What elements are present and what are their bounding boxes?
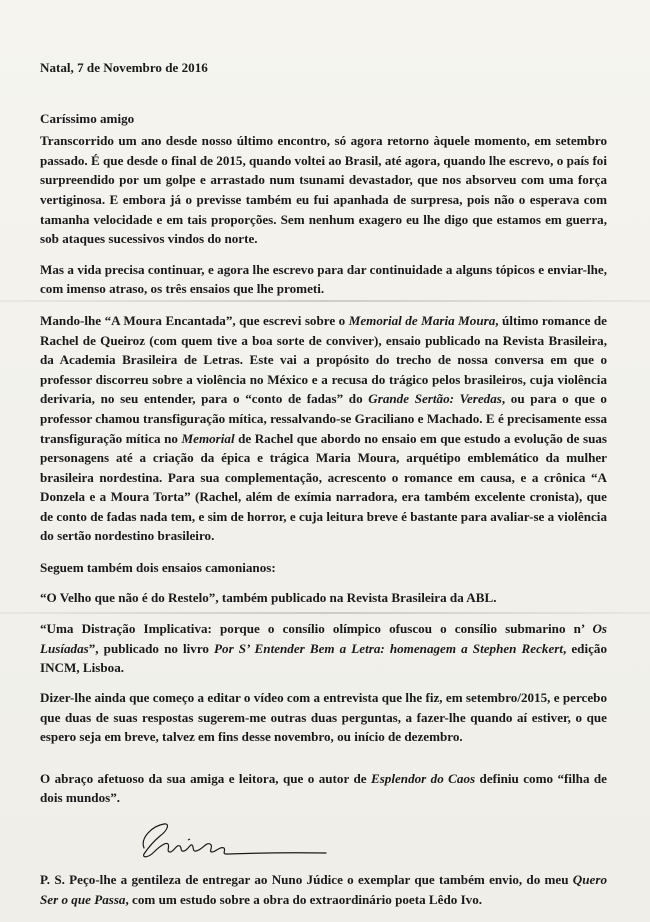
postscript bbox=[40, 870, 607, 909]
paragraph-5: “O Velho que não é do Restelo”, também publicado na Revista Brasileira da ABL. bbox=[40, 589, 497, 605]
book-title: Quero Ser o que Passa bbox=[40, 872, 607, 907]
paragraph-6-text: , edição INCM, Lisboa. bbox=[40, 640, 608, 676]
paragraph-1: Transcorrido um ano desde nosso último encontro, só agora retorno àquele momento, em setembro passado. É que desde o final de 2015, quando voltei ao Brasil, até agora, quando lhe escrevo, o país foi surpreendido por um golpe e arrastado num tsunami devastador, que nos absorveu com uma força vertiginosa. E embora já o previsse também eu fui apanhada de surpresa, pois não o esperava com tamanha velocidade e em tais proporções. Sem nenhum exagero eu lhe digo que estamos em guerra, sob ataques sucessivos vindos do norte. bbox=[40, 133, 607, 247]
closing-line bbox=[40, 769, 607, 808]
paragraph-3-text: de Rachel que abordo no ensaio em que estudo a evolução de suas personagens até a criação da épica e trágica Maria Moura, arquétipo emblemático da mulher brasileira nordestina. Para sua complementação, acrescento o romance em causa, e a crônica “A Donzela e a Moura Torta” (Rachel, além de exímia narradora, era também excelente cronista), que de conto de fadas nada tem, e sim de horror, e cuja leitura breve é bastante para avaliar-se a violência do sertão nordestino brasileiro. bbox=[40, 430, 607, 544]
paragraph-2: Mas a vida precisa continuar, e agora lhe escrevo para dar continuidade a alguns tópicos e enviar-lhe, com imenso atraso, os três ensaios que lhe prometi. bbox=[40, 261, 607, 297]
paragraph-3-text: , último romance de Rachel de Queiroz (com quem tive a boa sorte de conviver), ensaio publicado na Revista Brasileira, da Academia Brasileira de Letras. Este vai a propósito do trecho de nossa conversa em que o professor discorreu sobre a violência no México e a recusa do trágico pelos brasileiros, cuja violência derivaria, no seu entender, para o “conto de fadas” do bbox=[40, 312, 607, 407]
closing-text: O abraço afetuoso da sua amiga e leitora, que o autor de bbox=[40, 770, 371, 786]
paragraph-6 bbox=[40, 619, 607, 678]
paragraph-6-text: ”, publicado no livro bbox=[88, 640, 215, 656]
paragraph-3-text: Mando-lhe “A Moura Encantada”, que escrevi sobre o bbox=[40, 312, 349, 328]
letter-body bbox=[40, 58, 607, 919]
letter-greeting: Caríssimo amigo bbox=[40, 110, 135, 126]
signature-image bbox=[130, 808, 330, 868]
paragraph-6-text: “Uma Distração Implicativa: porque o consílio olímpico ofuscou o consílio submarino n’ bbox=[40, 621, 593, 637]
book-title: Memorial bbox=[181, 430, 235, 446]
letter-date: Natal, 7 de Novembro de 2016 bbox=[40, 60, 208, 75]
paragraph-4: Seguem também dois ensaios camonianos: bbox=[40, 560, 276, 576]
paragraph-7: Dizer-lhe ainda que começo a editar o vídeo com a entrevista que lhe fiz, em setembro/2015, e percebo que duas de suas respostas sugerem-me outras duas perguntas, a fazer-lhe quando aí estiver, o que espero seja em breve, talvez em fins desse novembro, ou início de dezembro. bbox=[40, 690, 607, 745]
postscript-text: P. S. Peço-lhe a gentileza de entregar ao Nuno Júdice o exemplar que também envio, do meu bbox=[40, 872, 573, 887]
book-title: Esplendor do Caos bbox=[370, 770, 476, 786]
paragraph-3 bbox=[40, 311, 607, 546]
handwritten-signature bbox=[40, 806, 607, 868]
closing-text: definiu como “filha de dois mundos”. bbox=[40, 770, 607, 806]
postscript-text: , com um estudo sobre a obra do extraordinário poeta Lêdo Ivo. bbox=[125, 891, 483, 907]
book-title: Por S’ Entender Bem a Letra: homenagem a Stephen Reckert bbox=[214, 640, 563, 656]
paragraph-3-text: , ou para o que o professor chamou transfiguração mítica, ressalvando-se Graciliano e Machado. E é precisamente essa transfiguração mítica no bbox=[40, 391, 607, 446]
book-title: Memorial de Maria Moura bbox=[348, 312, 496, 328]
book-title: Grande Sertão: Veredas bbox=[368, 391, 502, 407]
book-title: Os Lusíadas bbox=[40, 621, 607, 656]
